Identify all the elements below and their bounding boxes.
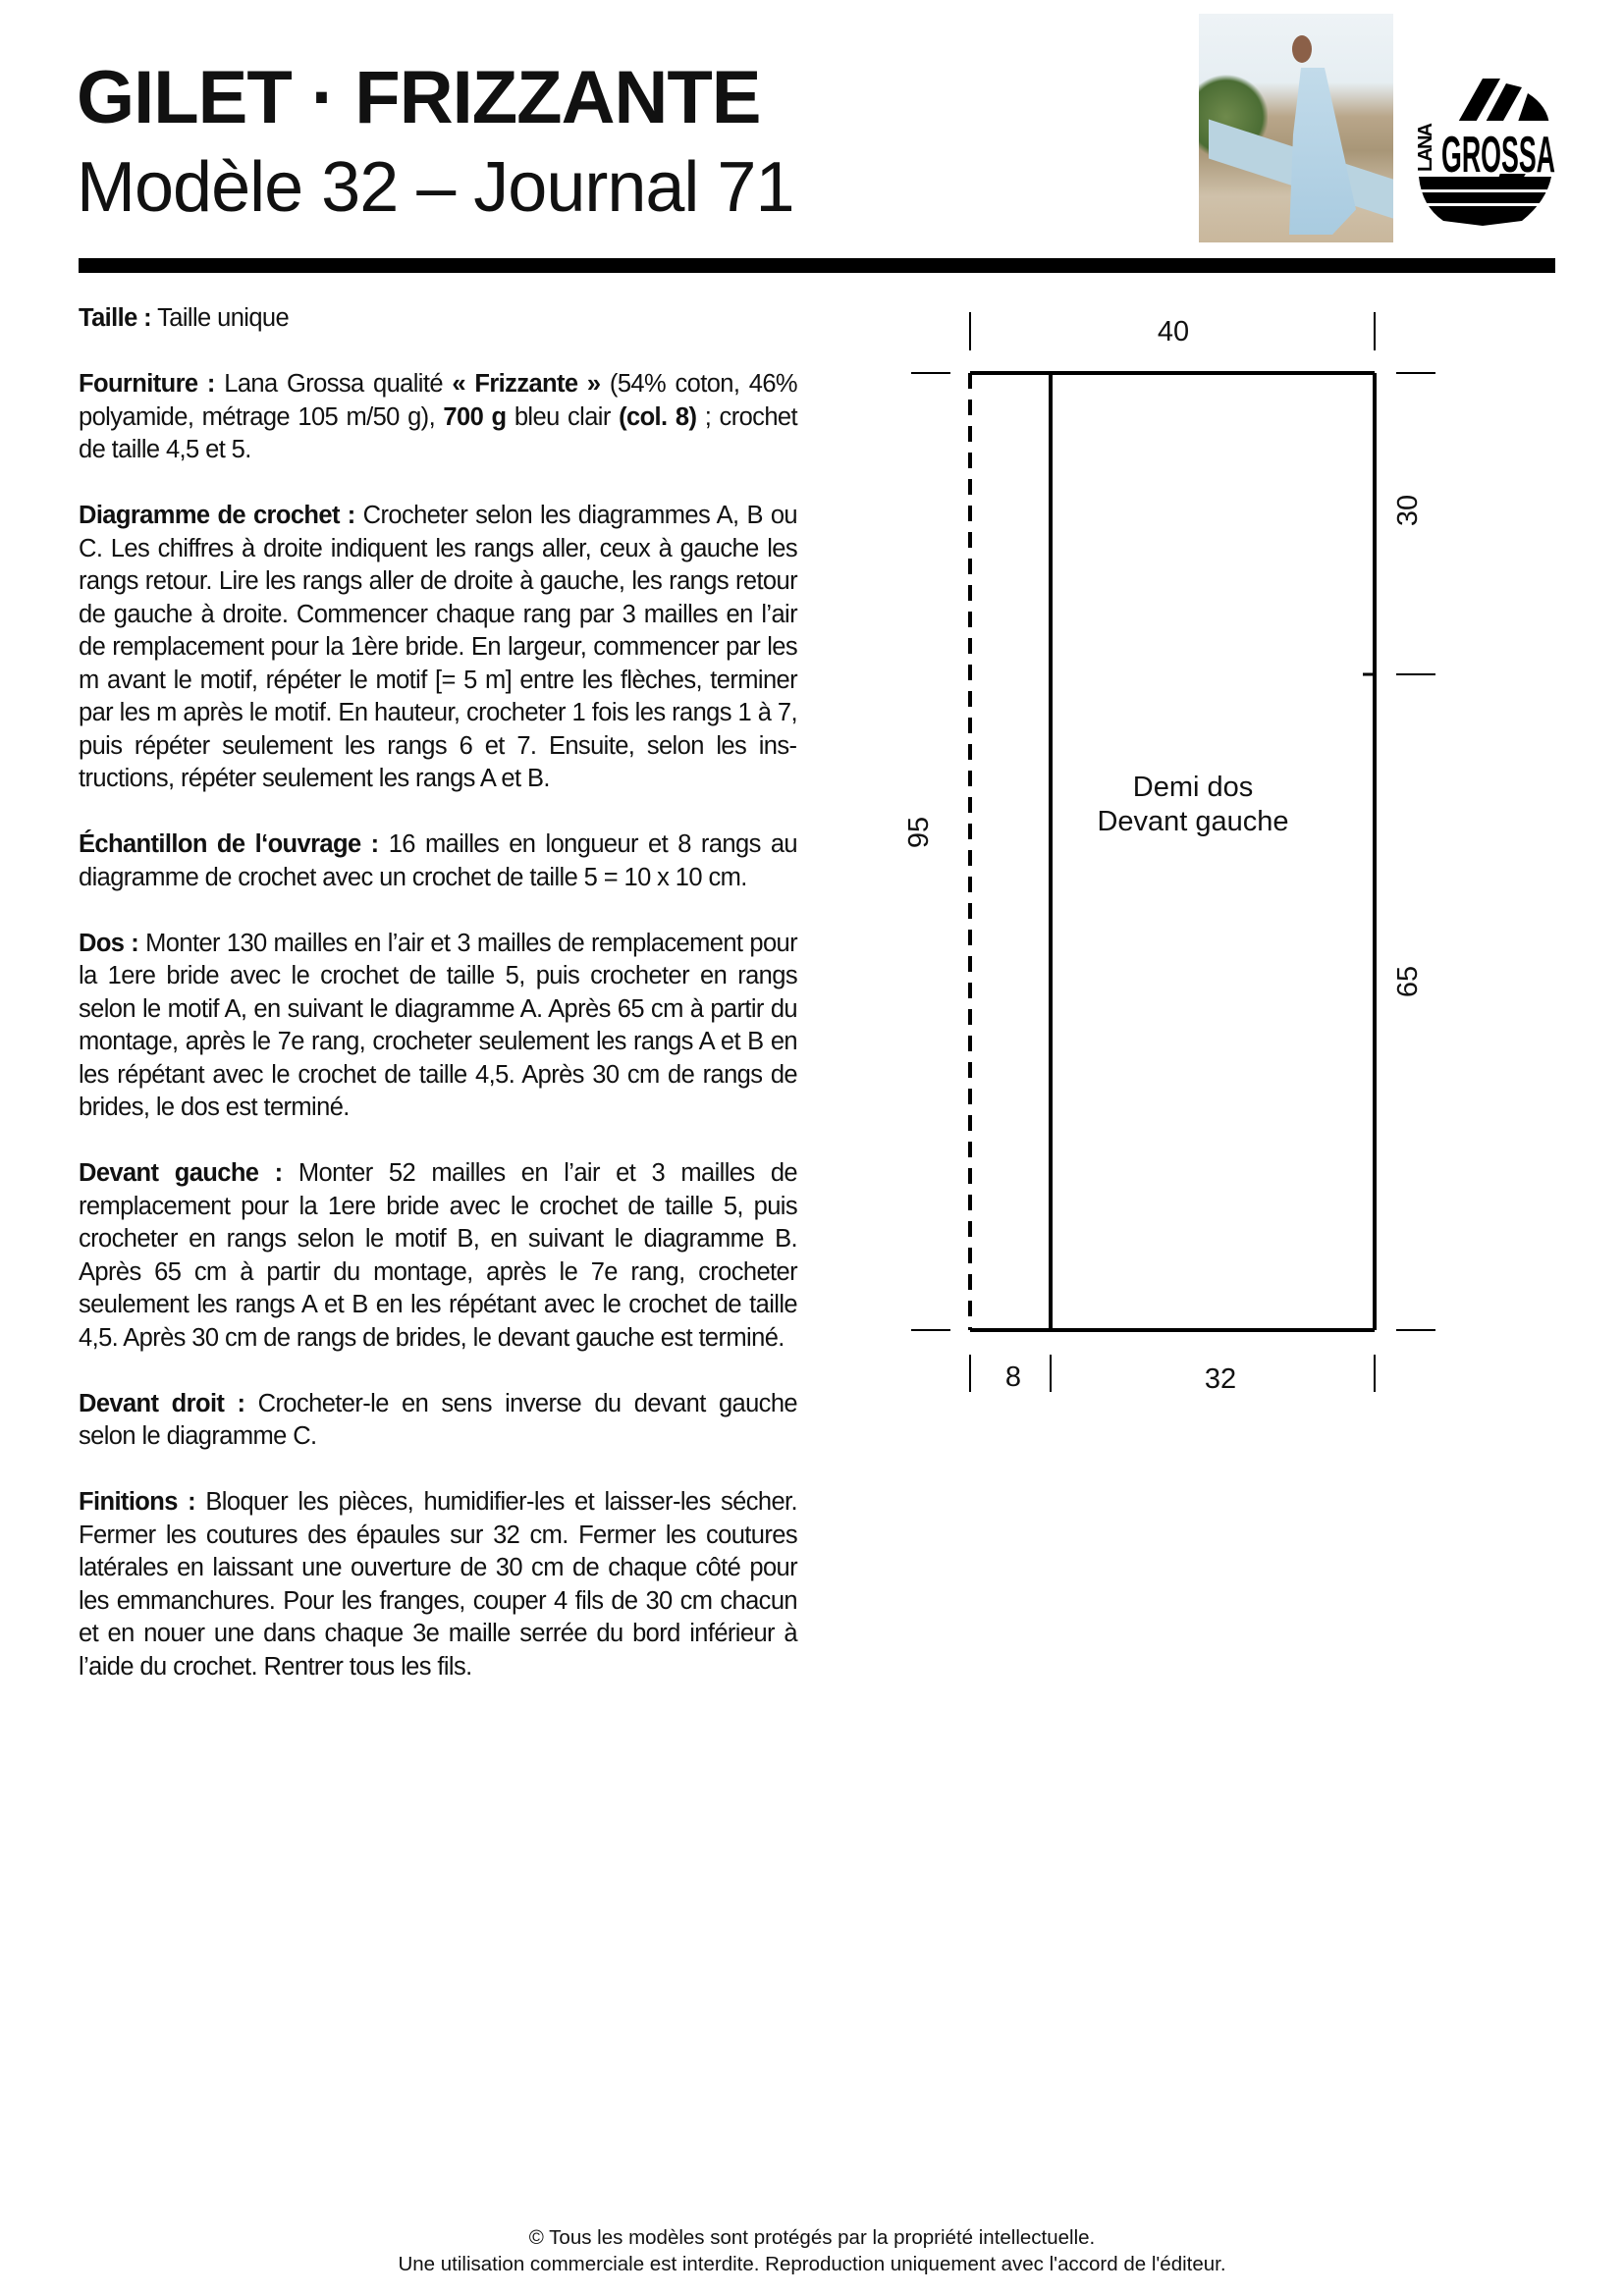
dimension-front-band: 8: [1004, 1362, 1022, 1393]
section-text: bleu clair: [506, 402, 620, 431]
section-devant-droit: [79, 1388, 797, 1454]
yarn-color: (col. 8): [619, 402, 697, 431]
copyright-footer: [0, 2224, 1624, 2277]
page-subtitle: Modèle 32 – Journal 71: [77, 148, 794, 227]
yarn-name: « Frizzante »: [452, 370, 601, 398]
section-finitions: [79, 1486, 797, 1683]
section-text: ; crochet de taille 4,5 et 5.: [79, 402, 797, 463]
section-label: Diagramme de crochet :: [79, 502, 355, 529]
copyright-line: © Tous les modèles sont protégés par la propriété intellectuelle.: [528, 2226, 1096, 2249]
section-dos: [79, 928, 797, 1125]
section-text: 16 mailles en longueur et 8 rangs au diagramme de crochet avec un crochet de taille 5 = 10 x 10 cm.: [79, 830, 797, 891]
section-text: Monter 52 mailles en l’air et 3 mailles de remplacement pour la 1ere bride avec le crochet de taille 5, puis crocheter en rangs selon le motif B, en suivant le diagramme B. Après 65 cm à partir du montage, après le 7e rang, crocheter seulement les rangs A et B en les répétant avec le crochet de taille 4,5. Après 30 cm de rangs de brides, le devant gauche est terminé.: [79, 1159, 797, 1352]
section-label: Dos :: [79, 929, 139, 957]
section-devant-gauche: [79, 1157, 797, 1355]
page-title: GILET · FRIZZANTE: [77, 56, 761, 139]
piece-label-line2: Devant gauche: [1097, 806, 1289, 837]
section-fourniture: [79, 368, 797, 467]
section-label: Fourniture :: [79, 370, 215, 398]
usage-notice: Une utilisation commerciale est interdite. Reproduction uniquement avec l'accord de l'éditeur.: [398, 2253, 1226, 2275]
section-text: Monter 130 mailles en l’air et 3 mailles de remplacement pour la 1ere bride avec le crochet de taille 5, puis crocheter en rangs selon le motif A, en suivant le diagramme A. Après 65 cm à partir du montage, après le 7e rang, crocheter seulement les rangs A et B en les répétant avec le crochet de taille 4,5. Après 30 cm de rangs de brides, le dos est terminé.: [79, 929, 797, 1121]
section-label: Taille :: [79, 304, 152, 332]
dimension-shoulder: 32: [1204, 1363, 1237, 1395]
piece-label-line1: Demi dos: [1132, 772, 1254, 803]
section-text: Crocheter-le en sens inverse du devant gauche selon le diagramme C.: [79, 1389, 797, 1450]
svg-text:LANA: LANA: [1415, 123, 1436, 172]
section-text: Bloquer les pièces, humidifier-les et laisser-les sécher. Fermer les coutures des épaules sur 32 cm. Fermer les coutures latérales en laissant une ouverture de 30 cm de chaque côté pour les emmanchures. Pour les franges, couper 4 fils de 30 cm chacun et en nouer une dans chaque 3e maille serrée du bord inférieur à l’aide du crochet. Rentrer tous les fils.: [79, 1488, 797, 1681]
section-taille: [79, 302, 797, 336]
section-diagramme: [79, 500, 797, 796]
dimension-lower: 65: [1392, 965, 1424, 998]
section-text: Taille unique: [151, 304, 290, 332]
lana-grossa-logo: [1414, 74, 1557, 229]
section-text: Crocheter selon les diagrammes A, B ou C. Les chiffres à droite indiquent les rangs aller, ceux à gauche les rangs retour. Lire les rangs aller de droite à gauche, les rangs retour de gauche à droite. Commencer chaque rang par 3 mailles en l’air de remplacement pour la 1ère bride. En largeur, commencer par les m avant le motif, répéter le motif [= 5 m] entre les flèches, terminer par les m après le motif. En hauteur, crocheter 1 fois les rangs 1 à 7, puis répéter seulement les rangs 6 et 7. Ensuite, selon les instructions, répéter seulement les rangs A et B.: [79, 502, 797, 792]
header-rule: [79, 258, 1555, 273]
instructions: [79, 302, 797, 1717]
dimension-height-total: 95: [903, 816, 935, 849]
section-label: Devant gauche :: [79, 1159, 283, 1187]
model-photo: [1199, 14, 1393, 242]
yarn-quantity: 700 g: [443, 402, 507, 431]
section-text: (54% coton, 46% polyamide, métrage 105 m/50 g),: [79, 370, 797, 431]
section-label: Échantillon de l‘ouvrage :: [79, 830, 379, 858]
section-label: Finitions :: [79, 1488, 196, 1516]
dimension-armhole: 30: [1392, 494, 1424, 527]
section-text: Lana Grossa qualité: [214, 370, 453, 398]
section-echantillon: [79, 828, 797, 894]
section-label: Devant droit :: [79, 1389, 245, 1417]
dimension-width-top: 40: [1157, 316, 1190, 347]
svg-text:GROSSA: GROSSA: [1441, 127, 1555, 184]
